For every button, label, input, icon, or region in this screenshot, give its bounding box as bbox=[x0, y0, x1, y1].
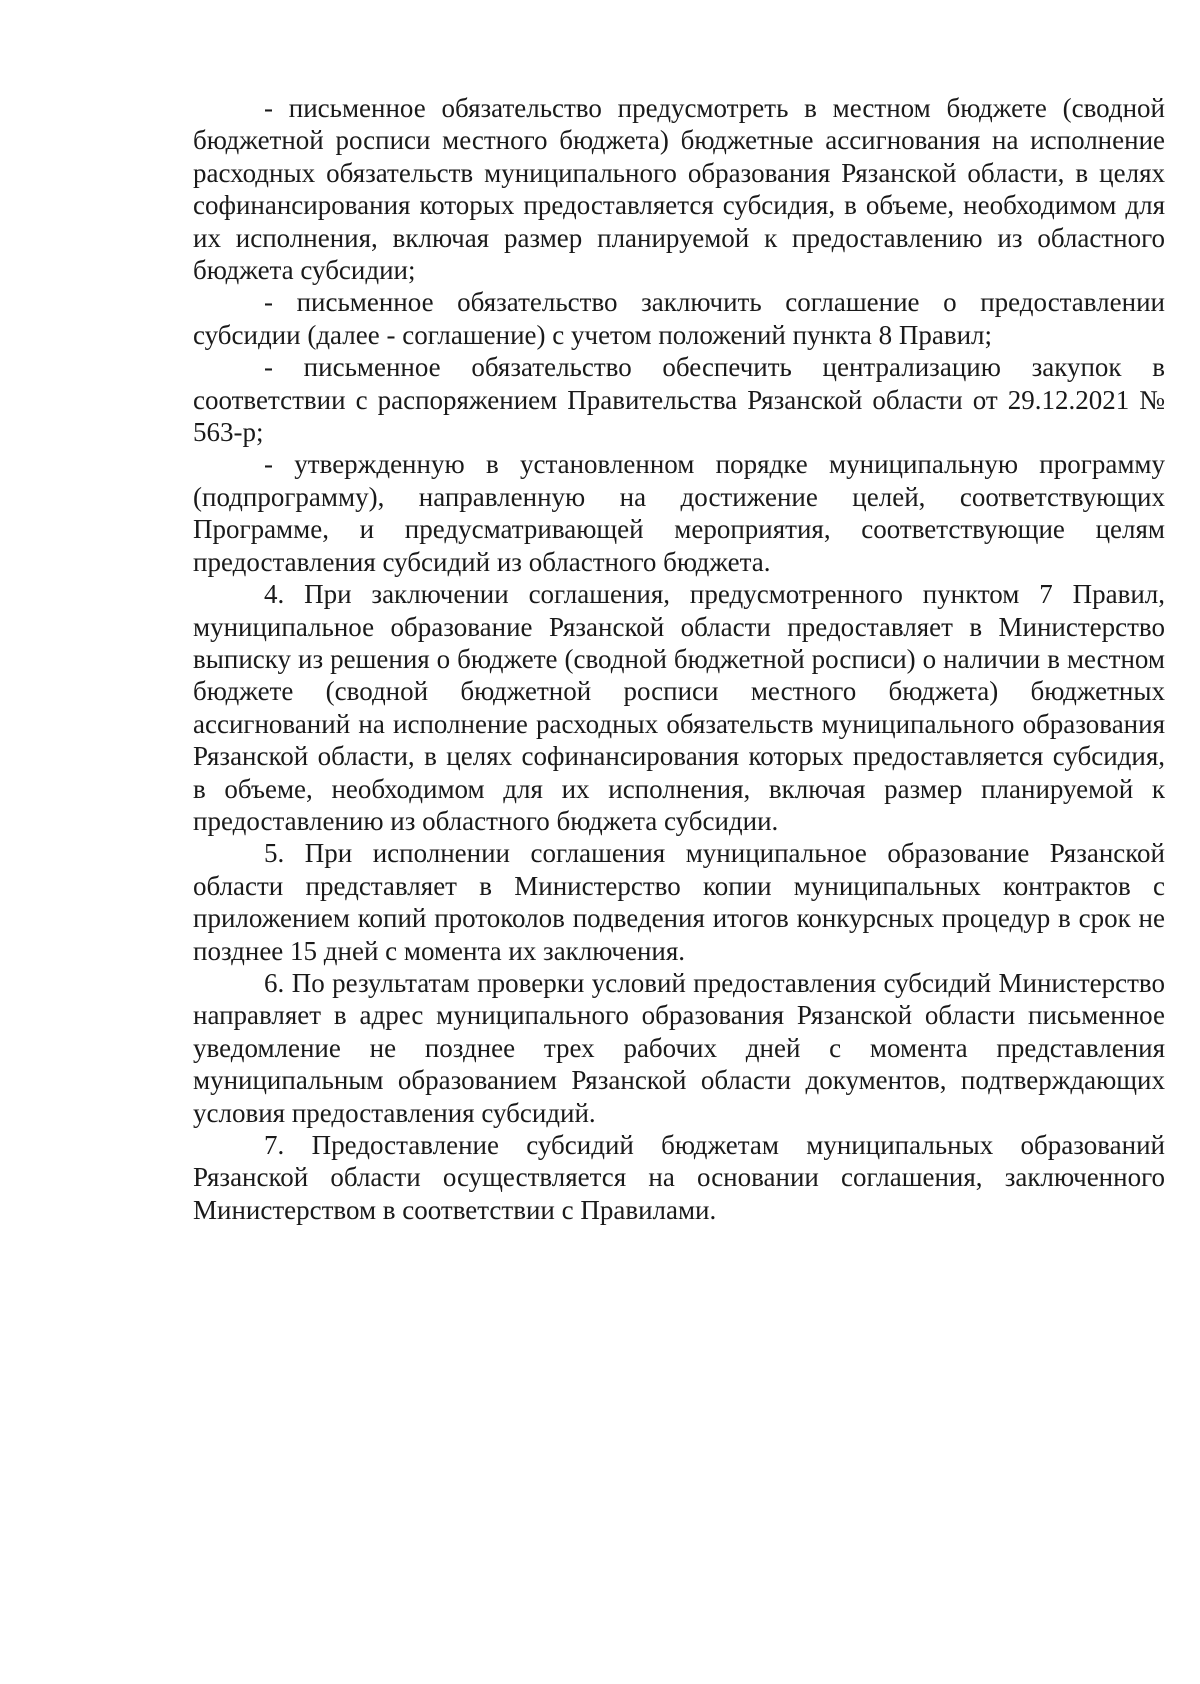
paragraph-item-5: 5. При исполнении соглашения муниципальное образование Рязанской области представляет в Министерство копии муниципальных контрактов с приложением копий протоколов подведения итогов конкурсных процедур в срок не позднее 15 дней с момента их заключения. bbox=[193, 838, 1165, 966]
paragraph-item-4: 4. При заключении соглашения, предусмотренного пунктом 7 Правил, муниципальное образование Рязанской области предоставляет в Министерство выписку из решения о бюджете (сводной бюджетной росписи) о наличии в местном бюджете (сводной бюджетной росписи местного бюджета) бюджетных ассигнований на исполнение расходных обязательств муниципального образования Рязанской области, в целях софинансирования которых предоставляется субсидия, в объеме, необходимом для их исполнения, включая размер планируемой к предоставлению из областного бюджета субсидии. bbox=[193, 579, 1165, 836]
paragraph-obligation-agreement: - письменное обязательство заключить соглашение о предоставлении субсидии (далее - соглашение) с учетом положений пункта 8 Правил; bbox=[193, 287, 1165, 350]
paragraph-municipal-program: - утвержденную в установленном порядке муниципальную программу (подпрограмму), направленную на достижение целей, соответствующих Программе, и предусматривающей мероприятия, соответствующие целям предоставления субсидий из областного бюджета. bbox=[193, 449, 1165, 577]
document-body bbox=[193, 92, 1165, 1226]
paragraph-obligation-budget: - письменное обязательство предусмотреть в местном бюджете (сводной бюджетной росписи местного бюджета) бюджетные ассигнования на исполнение расходных обязательств муниципального образования Рязанской области, в целях софинансирования которых предоставляется субсидия, в объеме, необходимом для их исполнения, включая размер планируемой к предоставлению из областного бюджета субсидии; bbox=[193, 93, 1165, 286]
paragraph-item-7: 7. Предоставление субсидий бюджетам муниципальных образований Рязанской области осуществляется на основании соглашения, заключенного Министерством в соответствии с Правилами. bbox=[193, 1130, 1165, 1225]
paragraph-item-6: 6. По результатам проверки условий предоставления субсидий Министерство направляет в адрес муниципального образования Рязанской области письменное уведомление не позднее трех рабочих дней с момента представления муниципальным образованием Рязанской области документов, подтверждающих условия предоставления субсидий. bbox=[193, 967, 1165, 1128]
paragraph-obligation-procurement: - письменное обязательство обеспечить централизацию закупок в соответствии с распоряжением Правительства Рязанской области от 29.12.2021 № 563-р; bbox=[193, 352, 1165, 448]
